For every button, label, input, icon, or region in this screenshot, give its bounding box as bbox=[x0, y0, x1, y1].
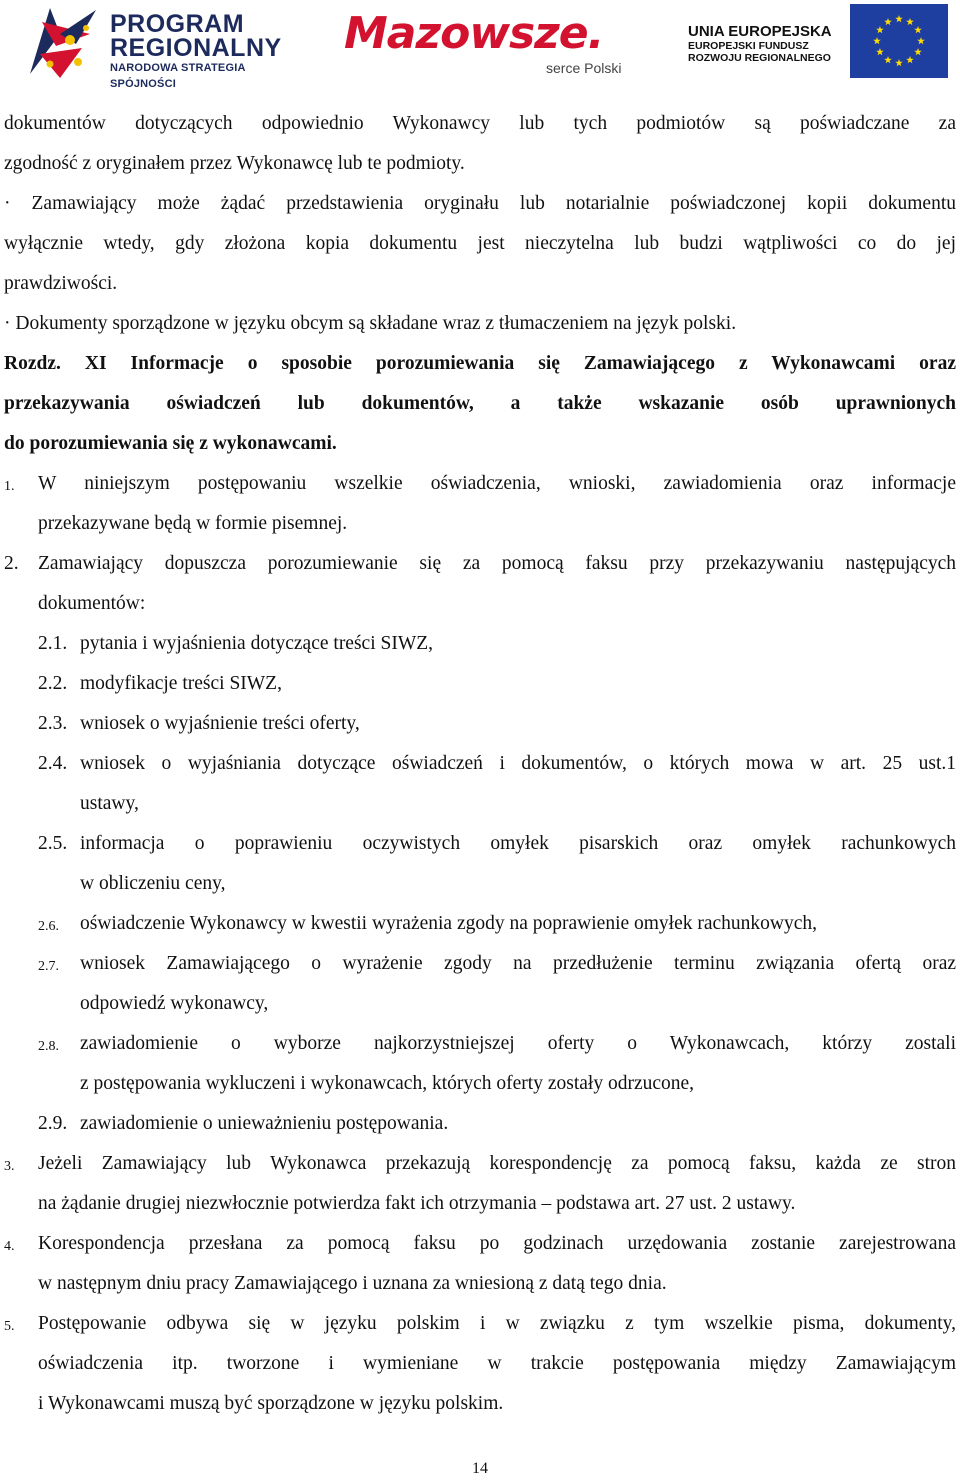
eu-flag-icon bbox=[850, 4, 948, 78]
list-item-text: Zamawiający dopuszcza porozumiewanie się za pomocą faksu przy przekazywaniu następujących bbox=[38, 553, 956, 574]
list-item-number: 2. bbox=[4, 553, 19, 574]
list-item-text: zawiadomienie o wyborze najkorzystniejszej oferty o Wykonawcach, którzy zostali bbox=[80, 1033, 956, 1054]
section-heading-line: przekazywania oświadczeń lub dokumentów, a także wskazanie osób uprawnionych bbox=[4, 393, 956, 414]
list-item-number: 2.6. bbox=[38, 919, 59, 934]
section-heading-line: do porozumiewania się z wykonawcami. bbox=[4, 433, 337, 454]
list-item-text: wniosek o wyjaśnienie treści oferty, bbox=[80, 713, 360, 734]
list-item-number: 5. bbox=[4, 1319, 15, 1334]
list-item-text: pytania i wyjaśnienia dotyczące treści SIWZ, bbox=[80, 633, 434, 654]
eu-logo-line1: UNIA EUROPEJSKA bbox=[688, 23, 832, 40]
list-item-text: zawiadomienie o unieważnieniu postępowania. bbox=[80, 1113, 449, 1134]
list-item-number: 2.3. bbox=[38, 713, 68, 734]
list-item-text: z postępowania wykluczeni i wykonawcach, których oferty zostały odrzucone, bbox=[80, 1073, 695, 1094]
list-item-text: oświadczenia itp. tworzone i wymieniane w trakcie postępowania między Zamawiającym bbox=[38, 1353, 956, 1374]
list-item-text: wniosek o wyjaśniania dotyczące oświadczeń i dokumentów, o których mowa w art. 25 ust.1 bbox=[80, 753, 956, 774]
list-item-text: informacja o poprawieniu oczywistych omyłek pisarskich oraz omyłek rachunkowych bbox=[80, 833, 956, 854]
program-logo-line2: REGIONALNY bbox=[110, 34, 282, 62]
eu-logo bbox=[688, 4, 950, 78]
list-item-text: i Wykonawcami muszą być sporządzone w języku polskim. bbox=[38, 1393, 504, 1414]
list-item-number: 2.5. bbox=[38, 833, 68, 854]
bullet-paragraph-line: · Zamawiający może żądać przedstawienia oryginału lub notarialnie poświadczonej kopii dokumentu bbox=[4, 193, 956, 214]
list-item-text: w obliczeniu ceny, bbox=[80, 873, 226, 894]
list-item-text: Postępowanie odbywa się w języku polskim i w związku z tym wszelkie pisma, dokumenty, bbox=[38, 1313, 956, 1334]
bullet-paragraph-line: · Dokumenty sporządzone w języku obcym są składane wraz z tłumaczeniem na język polski. bbox=[4, 313, 737, 334]
paragraph-line: dokumentów dotyczących odpowiednio Wykonawcy lub tych podmiotów są poświadczane za bbox=[4, 113, 956, 134]
list-item-text: W niniejszym postępowaniu wszelkie oświadczenia, wnioski, zawiadomienia oraz informacje bbox=[38, 473, 956, 494]
list-item-number: 2.1. bbox=[38, 633, 68, 654]
section-heading-line: Rozdz. XI Informacje o sposobie porozumiewania się Zamawiającego z Wykonawcami oraz bbox=[4, 353, 956, 374]
list-item-text: Jeżeli Zamawiający lub Wykonawca przekazują korespondencję za pomocą faksu, każda ze stron bbox=[38, 1153, 956, 1174]
list-item-number: 2.2. bbox=[38, 673, 68, 694]
list-item-number: 2.4. bbox=[38, 753, 68, 774]
mazowsze-logo bbox=[344, 10, 644, 80]
list-item-text: modyfikacje treści SIWZ, bbox=[80, 673, 282, 694]
page-number: 14 bbox=[472, 1460, 488, 1477]
list-item-number: 1. bbox=[4, 479, 15, 494]
mazowsze-logo-word: Mazowsze. bbox=[344, 8, 604, 59]
list-item-number: 2.8. bbox=[38, 1039, 59, 1054]
list-item-text: na żądanie drugiej niezwłocznie potwierdza fakt ich otrzymania – podstawa art. 27 ust. 2 ustawy. bbox=[38, 1193, 796, 1214]
eu-logo-line2: EUROPEJSKI FUNDUSZ bbox=[688, 40, 809, 52]
list-item-text: ustawy, bbox=[80, 793, 139, 814]
star-emblem-icon bbox=[20, 4, 100, 82]
bullet-paragraph-line: prawdziwości. bbox=[4, 273, 118, 294]
list-item-text: w następnym dniu pracy Zamawiającego i uznana za wniesioną z datą tego dnia. bbox=[38, 1273, 667, 1294]
eu-logo-line3: ROZWOJU REGIONALNEGO bbox=[688, 52, 831, 64]
list-item-number: 2.7. bbox=[38, 959, 59, 974]
program-logo-line3: NARODOWA STRATEGIA SPÓJNOŚCI bbox=[110, 62, 246, 90]
mazowsze-logo-subtitle: serce Polski bbox=[546, 60, 622, 76]
list-item-text: odpowiedź wykonawcy, bbox=[80, 993, 269, 1014]
list-item-number: 3. bbox=[4, 1159, 15, 1174]
page-header bbox=[0, 0, 960, 90]
bullet-paragraph-line: wyłącznie wtedy, gdy złożona kopia dokumentu jest nieczytelna lub budzi wątpliwości co do jej bbox=[4, 233, 956, 254]
list-item-text: oświadczenie Wykonawcy w kwestii wyrażenia zgody na poprawienie omyłek rachunkowych, bbox=[80, 913, 818, 934]
list-item-text: wniosek Zamawiającego o wyrażenie zgody na przedłużenie terminu związania ofertą oraz bbox=[80, 953, 956, 974]
list-item-text: dokumentów: bbox=[38, 593, 146, 614]
paragraph-line: zgodność z oryginałem przez Wykonawcę lub te podmioty. bbox=[4, 153, 465, 174]
list-item-number: 2.9. bbox=[38, 1113, 68, 1134]
list-item-number: 4. bbox=[4, 1239, 15, 1254]
list-item-text: Korespondencja przesłana za pomocą faksu po godzinach urzędowania zostanie zarejestrowana bbox=[38, 1233, 956, 1254]
list-item-text: przekazywane będą w formie pisemnej. bbox=[38, 513, 348, 534]
program-regionalny-logo bbox=[14, 4, 314, 90]
program-logo-line1: PROGRAM bbox=[110, 10, 245, 38]
